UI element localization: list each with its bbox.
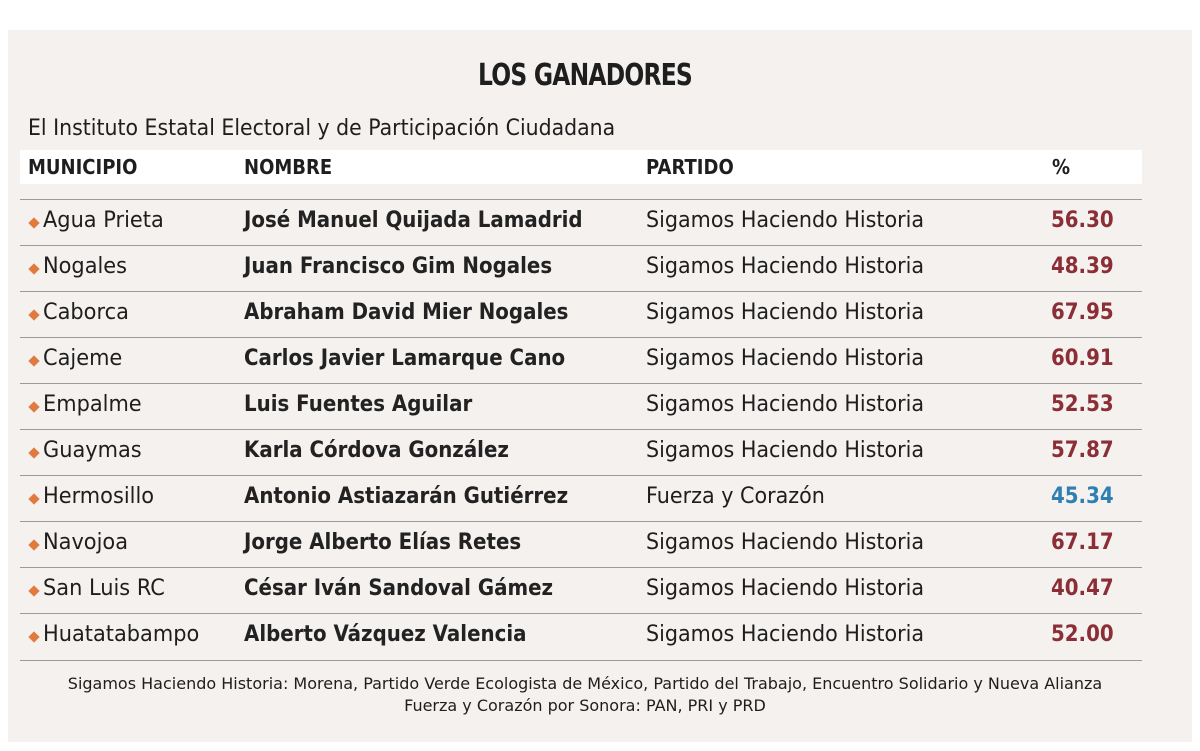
- bullet-diamond-icon: [28, 217, 39, 228]
- partido-cell: Sigamos Haciendo Historia: [646, 208, 925, 233]
- partido-cell: Sigamos Haciendo Historia: [646, 622, 925, 647]
- table-row: [20, 475, 1142, 522]
- subtitle: El Instituto Estatal Electoral y de Participación Ciudadana: [28, 116, 616, 141]
- municipio-cell: Guaymas: [43, 438, 142, 463]
- partido-cell: Sigamos Haciendo Historia: [646, 300, 925, 325]
- municipio-cell: Navojoa: [43, 530, 129, 555]
- nombre-cell: Luis Fuentes Aguilar: [244, 392, 473, 417]
- porcentaje-cell: 52.53: [1051, 392, 1114, 417]
- partido-cell: Sigamos Haciendo Historia: [646, 392, 925, 417]
- nombre-cell: Juan Francisco Gim Nogales: [244, 254, 553, 279]
- bullet-diamond-icon: [28, 309, 39, 320]
- partido-cell: Fuerza y Corazón: [646, 484, 825, 509]
- header-nombre: NOMBRE: [244, 155, 333, 179]
- table-row: [20, 613, 1142, 661]
- municipio-cell: Hermosillo: [43, 484, 155, 509]
- page-title: LOS GANADORES: [477, 58, 693, 93]
- municipio-cell: Nogales: [43, 254, 128, 279]
- porcentaje-cell: 45.34: [1051, 484, 1114, 509]
- header-municipio: MUNICIPIO: [28, 155, 138, 179]
- footnote-fuerza: Fuerza y Corazón por Sonora: PAN, PRI y PRD: [404, 696, 766, 715]
- municipio-cell: Cajeme: [43, 346, 123, 371]
- partido-cell: Sigamos Haciendo Historia: [646, 530, 925, 555]
- bullet-diamond-icon: [28, 631, 39, 642]
- bullet-diamond-icon: [28, 355, 39, 366]
- table-row: [20, 199, 1142, 246]
- porcentaje-cell: 48.39: [1051, 254, 1114, 279]
- table-row: [20, 429, 1142, 476]
- porcentaje-cell: 67.95: [1051, 300, 1114, 325]
- municipio-cell: Caborca: [43, 300, 129, 325]
- nombre-cell: Antonio Astiazarán Gutiérrez: [244, 484, 569, 509]
- table-row: [20, 291, 1142, 338]
- header-porcentaje: %: [1052, 155, 1071, 179]
- nombre-cell: César Iván Sandoval Gámez: [244, 576, 554, 601]
- bullet-diamond-icon: [28, 447, 39, 458]
- footnote-sigamos: Sigamos Haciendo Historia: Morena, Partido Verde Ecologista de México, Partido del Trabajo, Encuentro Solidario y Nueva Alianza: [67, 674, 1103, 693]
- porcentaje-cell: 57.87: [1051, 438, 1114, 463]
- porcentaje-cell: 67.17: [1051, 530, 1114, 555]
- header-partido: PARTIDO: [646, 155, 734, 179]
- partido-cell: Sigamos Haciendo Historia: [646, 254, 925, 279]
- nombre-cell: Karla Córdova González: [244, 438, 509, 463]
- table-header: [20, 150, 1142, 184]
- table-row: [20, 337, 1142, 384]
- table-row: [20, 521, 1142, 568]
- municipio-cell: San Luis RC: [43, 576, 165, 601]
- porcentaje-cell: 52.00: [1051, 622, 1114, 647]
- bullet-diamond-icon: [28, 585, 39, 596]
- municipio-cell: Huatatabampo: [43, 622, 200, 647]
- nombre-cell: Jorge Alberto Elías Retes: [244, 530, 522, 555]
- partido-cell: Sigamos Haciendo Historia: [646, 438, 925, 463]
- table-row: [20, 245, 1142, 292]
- partido-cell: Sigamos Haciendo Historia: [646, 346, 925, 371]
- porcentaje-cell: 60.91: [1051, 346, 1114, 371]
- nombre-cell: Abraham David Mier Nogales: [244, 300, 569, 325]
- municipio-cell: Empalme: [43, 392, 142, 417]
- nombre-cell: Carlos Javier Lamarque Cano: [244, 346, 566, 371]
- bullet-diamond-icon: [28, 401, 39, 412]
- porcentaje-cell: 40.47: [1051, 576, 1114, 601]
- porcentaje-cell: 56.30: [1051, 208, 1114, 233]
- bullet-diamond-icon: [28, 539, 39, 550]
- partido-cell: Sigamos Haciendo Historia: [646, 576, 925, 601]
- table-row: [20, 567, 1142, 614]
- table-row: [20, 383, 1142, 430]
- municipio-cell: Agua Prieta: [43, 208, 164, 233]
- bullet-diamond-icon: [28, 263, 39, 274]
- bullet-diamond-icon: [28, 493, 39, 504]
- nombre-cell: José Manuel Quijada Lamadrid: [244, 208, 583, 233]
- nombre-cell: Alberto Vázquez Valencia: [244, 622, 527, 647]
